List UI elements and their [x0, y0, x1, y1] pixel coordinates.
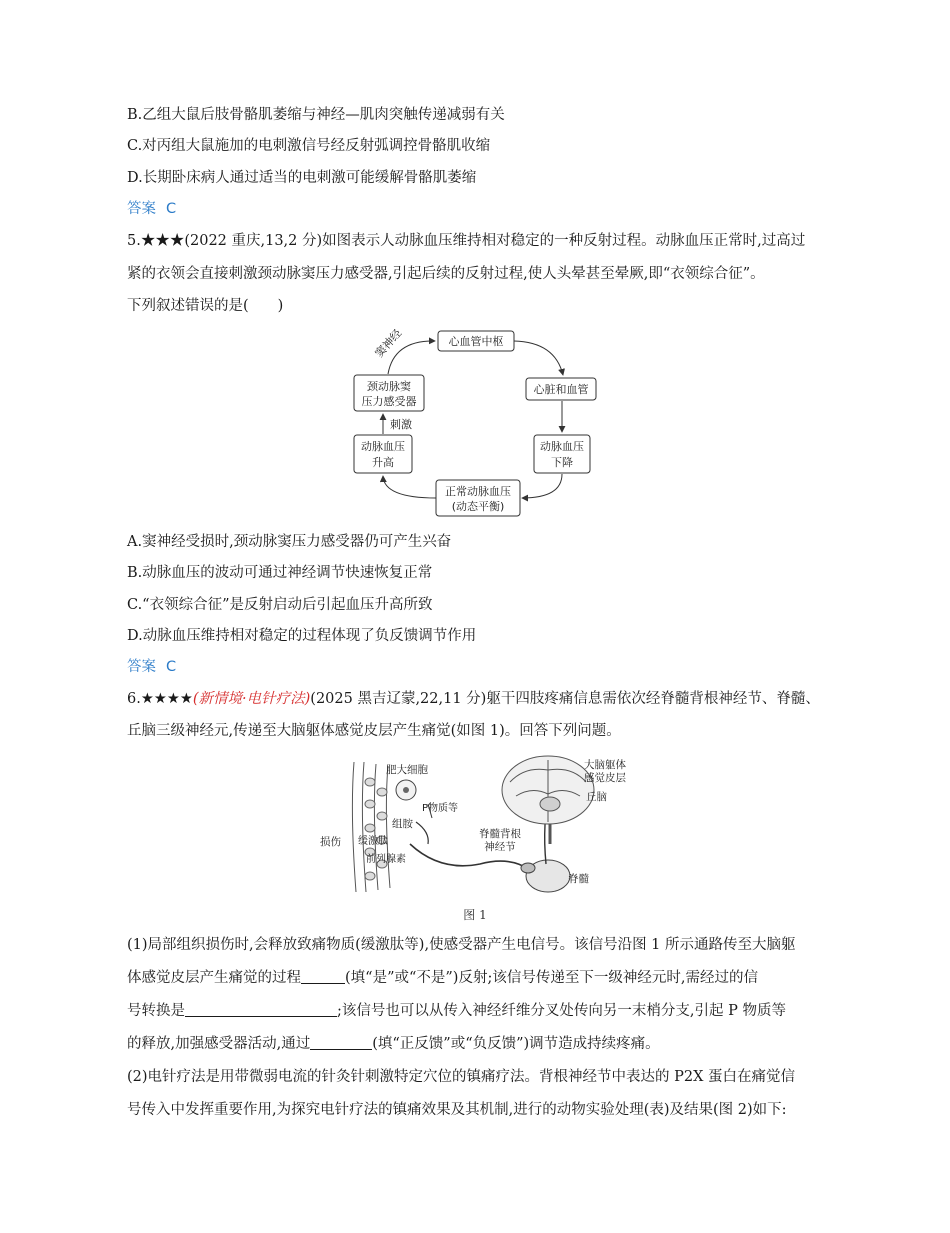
q4-answer: 答案 C — [127, 201, 177, 217]
q6-part1-line1: (1)局部组织损伤时,会释放致痛物质(缓激肽等),使感受器产生电信号。该信号沿图 1 所示通路传至大脑躯 — [127, 937, 796, 953]
q5-answer: 答案 C — [127, 659, 177, 675]
label-drg-1: 脊髓背根 — [479, 828, 521, 840]
q4-option-b: B.乙组大鼠后肢骨骼肌萎缩与神经—肌肉突触传递减弱有关 — [127, 107, 505, 123]
q6-pain-pathway-figure — [310, 752, 640, 902]
q5-stem-line1: 5.★★★(2022 重庆,13,2 分)如图表示人动脉血压维持相对稳定的一种反射过程。动脉血压正常时,过高过 — [127, 233, 806, 249]
q6-part1-line4: 的释放,加强感受器活动,通过 (填“正反馈”或“负反馈”)调节造成持续疼痛。 — [127, 1036, 660, 1052]
q5-option-a: A.窦神经受损时,颈动脉窦压力感受器仍可产生兴奋 — [127, 534, 452, 550]
q6-part2-line2: 号传入中发挥重要作用,为探究电针疗法的镇痛效果及其机制,进行的动物实验处理(表)及结果(图 2)如下: — [127, 1102, 787, 1118]
figure-1-caption: 图 1 — [463, 908, 487, 922]
answer-blank-2[interactable] — [185, 1003, 337, 1017]
q5-stem-line3: 下列叙述错误的是( ) — [127, 298, 284, 314]
label-bp-up-2: 升高 — [372, 456, 394, 469]
label-sensor-2: 压力感受器 — [361, 395, 417, 408]
q4-option-d: D.长期卧床病人通过适当的电刺激可能缓解骨骼肌萎缩 — [127, 170, 477, 186]
arrow-center-heart — [514, 341, 563, 375]
label-injury: 损伤 — [320, 836, 341, 848]
label-p-substance: P物质等 — [422, 803, 459, 814]
label-cortex-1: 大脑躯体 — [584, 759, 626, 771]
label-spinal-cord: 脊髓 — [568, 873, 589, 885]
q5-option-b: B.动脉血压的波动可通过神经调节快速恢复正常 — [127, 565, 433, 581]
label-normal-1: 正常动脉血压 — [445, 485, 511, 498]
q5-option-c: C.“衣领综合征”是反射启动后引起血压升高所致 — [127, 597, 433, 613]
q5-option-d: D.动脉血压维持相对稳定的过程体现了负反馈调节作用 — [127, 628, 477, 644]
label-bp-down-1: 动脉血压 — [540, 440, 584, 453]
label-drg-2: 神经节 — [484, 841, 516, 853]
label-center: 心血管中枢 — [448, 335, 504, 348]
label-bp-down-2: 下降 — [551, 456, 573, 469]
label-bradykinin: 缓激肽 — [358, 836, 388, 847]
label-cortex-2: 感觉皮层 — [584, 772, 626, 784]
skin-tissue — [352, 762, 390, 892]
q5-reflex-diagram — [340, 320, 610, 520]
brain-shape — [502, 756, 594, 824]
q6-part1-line2: 体感觉皮层产生痛觉的过程 (填“是”或“不是”)反射;该信号传递至下一级神经元时,需经过的信 — [127, 970, 758, 986]
label-histamine: 组胺 — [392, 818, 413, 830]
label-nerve: 窦神经 — [372, 326, 405, 361]
answer-blank-1[interactable] — [301, 970, 345, 984]
q6-stem-line2: 丘脑三级神经元,传递至大脑躯体感觉皮层产生痛觉(如图 1)。回答下列问题。 — [127, 723, 621, 739]
label-thalamus: 丘脑 — [586, 791, 607, 803]
label-heart: 心脏和血管 — [533, 383, 589, 396]
label-prostaglandin: 前列腺素 — [366, 854, 406, 865]
label-stimulus: 刺激 — [390, 418, 412, 431]
label-sensor-1: 颈动脉窦 — [367, 380, 411, 393]
arrow-sensor-center — [388, 341, 435, 374]
drg-shape — [521, 863, 535, 873]
q6-part2-line1: (2)电针疗法是用带微弱电流的针灸针刺激特定穴位的镇痛疗法。背根神经节中表达的 P2X 蛋白在痛觉信 — [127, 1069, 796, 1085]
q6-stem-line1: 6.★★★★(新情境·电针疗法)(2025 黑吉辽蒙,22,11 分)躯干四肢疼痛信息需依次经脊髓背根神经节、脊髓、 — [127, 691, 820, 707]
arrow-normal-up — [383, 476, 436, 498]
arrow-down-normal — [522, 474, 562, 498]
q6-part1-line3: 号转换是 ;该信号也可以从传入神经纤维分叉处传向另一末梢分支,引起 P 物质等 — [127, 1003, 786, 1019]
q6-context-tag: (新情境·电针疗法) — [192, 691, 311, 707]
answer-blank-3[interactable] — [310, 1036, 372, 1050]
label-normal-2: (动态平衡) — [451, 500, 505, 513]
q5-stem-line2: 紧的衣领会直接刺激颈动脉窦压力感受器,引起后续的反射过程,使人头晕甚至晕厥,即“衣领综合征”。 — [127, 266, 765, 282]
label-bp-up-1: 动脉血压 — [361, 440, 405, 453]
label-mast-cell: 肥大细胞 — [386, 764, 428, 776]
q4-option-c: C.对丙组大鼠施加的电刺激信号经反射弧调控骨骼肌收缩 — [127, 138, 491, 154]
